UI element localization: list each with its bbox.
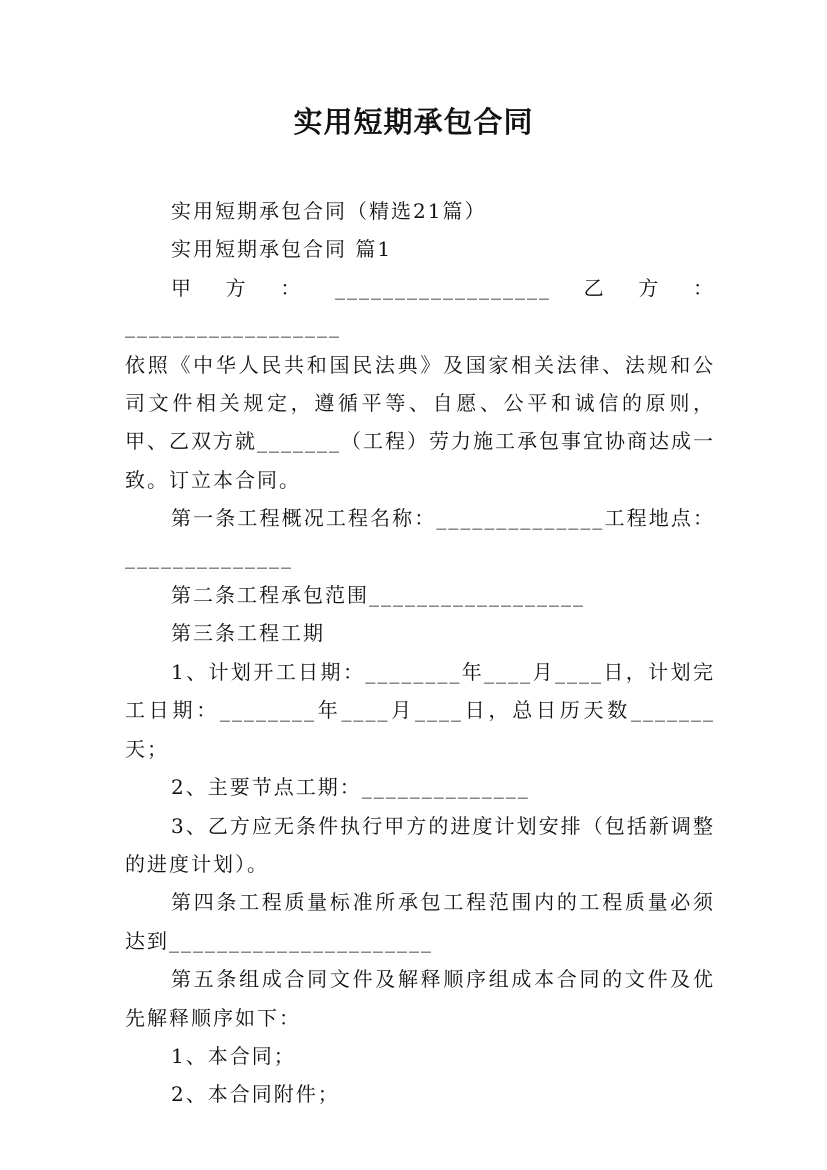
paragraph-parties: 甲方：__________________乙方：__________________ xyxy=(125,275,715,339)
paragraph-article-2: 第二条工程承包范围__________________ xyxy=(171,583,585,608)
paragraph-article-3-item-2: 2、主要节点工期：______________ xyxy=(171,775,530,800)
paragraph-article-5: 第五条组成合同文件及解释顺序组成本合同的文件及优先解释顺序如下： xyxy=(125,967,715,1030)
document-body xyxy=(125,192,715,1114)
paragraph-section-heading: 实用短期承包合同 篇1 xyxy=(171,237,393,262)
paragraph-article-3-item-3: 3、乙方应无条件执行甲方的进度计划安排（包括新调整的进度计划）。 xyxy=(125,813,715,876)
paragraph-article-5-item-2: 2、本合同附件； xyxy=(171,1082,340,1107)
paragraph-article-1: 第一条工程概况工程名称：______________工程地点：______________ xyxy=(125,506,715,569)
paragraph-preamble: 依照《中华人民共和国民法典》及国家相关法律、法规和公司文件相关规定，遵循平等、自愿、公平和诚信的原则，甲、乙双方就_______（工程）劳力施工承包事宜协商达成一致。订立本合同。 xyxy=(125,352,715,492)
paragraph-article-4: 第四条工程质量标准所承包工程范围内的工程质量必须达到______________________ xyxy=(125,890,715,953)
paragraph-article-3: 第三条工程工期 xyxy=(171,621,325,646)
document-title: 实用短期承包合同 xyxy=(293,105,534,139)
paragraph-subtitle: 实用短期承包合同（精选21篇） xyxy=(171,199,487,223)
paragraph-article-3-item-1: 1、计划开工日期：________年____月____日，计划完工日期：________年____月____日，总日历天数_______天； xyxy=(125,659,715,761)
paragraph-article-5-item-1: 1、本合同； xyxy=(171,1043,296,1068)
